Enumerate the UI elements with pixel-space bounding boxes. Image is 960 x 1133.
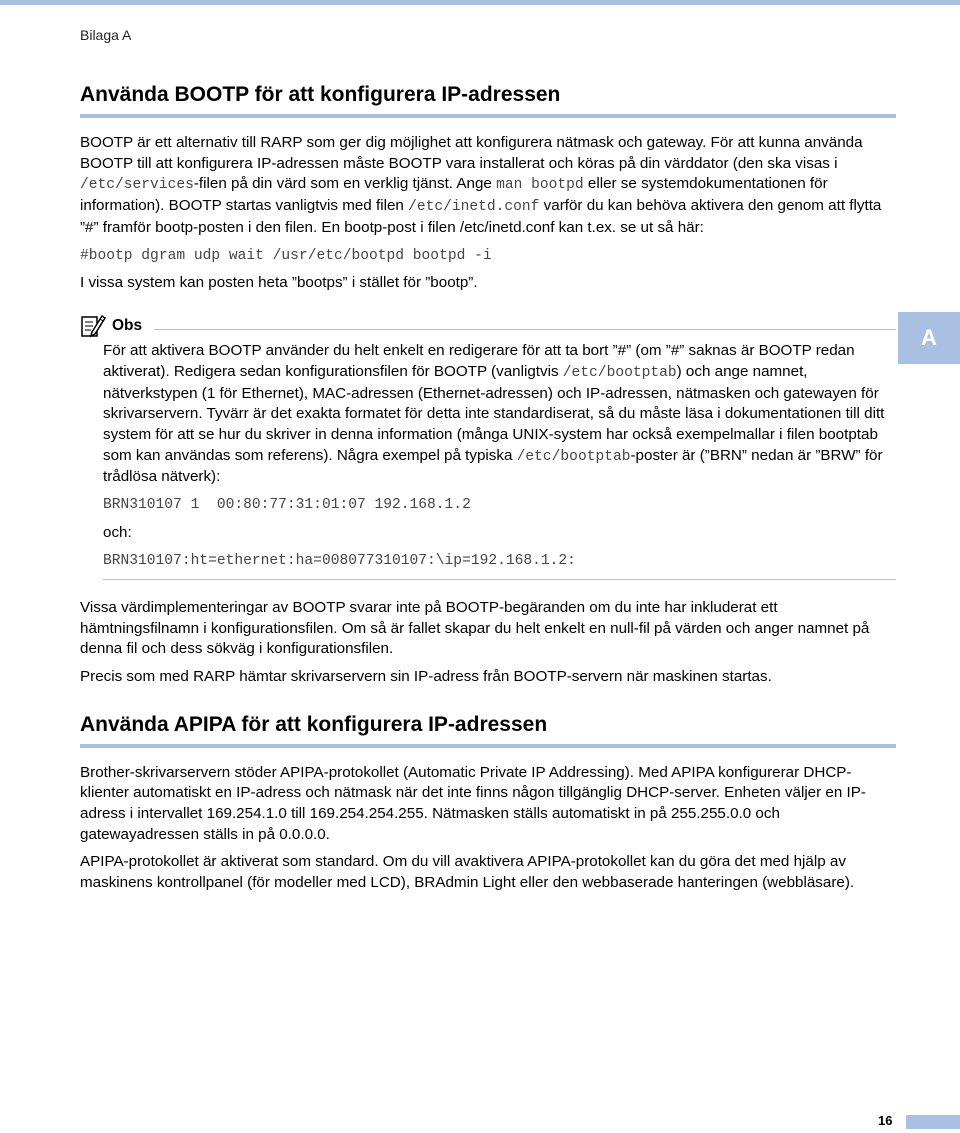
services-path: /etc/services — [80, 177, 194, 194]
section-title-bootp: Använda BOOTP för att konfigurera IP-adressen — [80, 83, 561, 106]
bootptab-example-2: BRN310107:ht=ethernet:ha=008077310107:\ip=192.168.1.2: — [103, 552, 576, 569]
host-implementations-paragraph: Vissa värdimplementeringar av BOOTP svarar inte på BOOTP-begäranden om du inte har inkluderat ett hämtningsfilnamn i konfigurationsfilen. Om så är fallet skapar du helt enkelt en null-fil på värden och anger namnet på denna fil och dess sökväg i konfigurationsfilen. — [80, 598, 870, 658]
page-number-bar — [906, 1115, 960, 1129]
text-run: eller se systemdokumentationen för information). BOOTP startas vanligtvis med filen — [80, 175, 828, 215]
section-title-rule — [80, 744, 896, 748]
running-header: Bilaga A — [80, 27, 132, 43]
rarp-paragraph: Precis som med RARP hämtar skrivarservern sin IP-adress från BOOTP-servern när maskinen startas. — [80, 667, 772, 685]
top-accent-bar — [0, 0, 960, 5]
och-label: och: — [103, 524, 132, 542]
note-bottom-rule — [103, 579, 896, 580]
note-header — [80, 313, 896, 339]
section-title-apipa: Använda APIPA för att konfigurera IP-adressen — [80, 712, 548, 736]
appendix-side-tab: A — [898, 312, 960, 364]
note-body — [103, 341, 896, 571]
note-box — [80, 313, 896, 580]
note-title: Obs — [112, 317, 143, 335]
bootptab-example-1: BRN310107 1 00:80:77:31:01:07 192.168.1.2 — [103, 497, 471, 514]
apipa-default-paragraph: APIPA-protokollet är aktiverat som standard. Om du vill avaktivera APIPA-protokollet kan du göra det med hjälp av maskinens kontrollpanel (för modeller med LCD), BRAdmin Light eller den webbaserade hanteringen (webbläsare). — [80, 853, 855, 892]
note-paragraph — [103, 341, 896, 488]
inetd-path: /etc/inetd.conf — [408, 199, 540, 216]
man-command: man bootpd — [496, 177, 584, 194]
text-run: ) och ange namnet, nätverkstypen (1 för Ethernet), MAC-adressen (Ethernet-adressen) och IP-adressen, nätmasken och gatewayen för skrivarservern. Tyvärr är det exakta formatet för detta inte standardiserat, så du måste läsa i dokumentationen till ditt system för att se hur du skriver in denna information (många UNIX-system har också exempelmallar i filen bootptab som kan användas som referens). Några exempel på typiska — [103, 362, 885, 464]
bootps-paragraph: I vissa system kan posten heta ”bootps” i stället för ”bootp”. — [80, 273, 478, 291]
bootptab-path: /etc/bootptab — [562, 364, 677, 381]
text-run: -poster är (”BRN” nedan är ”BRW” för trådlösa nätverk): — [103, 446, 883, 486]
page-number: 16 — [878, 1113, 893, 1128]
text-run: varför du kan behöva aktivera den genom att flytta ”#” framför bootp-posten i den filen. En bootp-post i filen /etc/inetd.conf kan t.ex. se ut så här: — [80, 197, 882, 236]
apipa-section — [80, 712, 896, 894]
apipa-intro-paragraph: Brother-skrivarservern stöder APIPA-protokollet (Automatic Private IP Addressing). Med APIPA konfigurerar DHCP-klienter automatiskt en IP-adress och nätmask när det inte finns någon tillgänglig DHCP-server. Enheten väljer en IP-adress i intervallet 169.254.1.0 till 169.254.254.255. Nätmasken ställs automatiskt in på 255.255.0.0 och gatewayadressen ställs in på 0.0.0.0. — [80, 763, 866, 843]
text-run: -filen på din värd som en verklig tjänst. Ange — [193, 175, 497, 193]
bootp-intro-paragraph — [80, 133, 896, 239]
note-header-rule — [154, 329, 896, 330]
text-run: BOOTP är ett alternativ till RARP som ger dig möjlighet att konfigurera nätmask och gateway. För att kunna använda BOOTP till att konfigurera IP-adressen måste BOOTP vara installerat och köras på din värddator (den ska visas i — [80, 134, 863, 172]
text-run: För att aktivera BOOTP använder du helt enkelt en redigerare för att ta bort ”#” (om ”#” saknas är BOOTP redan aktiverat). Redigera sedan konfigurationsfilen för BOOTP (vanligtvis — [103, 342, 855, 380]
section-title-rule — [80, 114, 896, 118]
bootptab-path: /etc/bootptab — [516, 448, 631, 465]
bootp-code-line: #bootp dgram udp wait /usr/etc/bootpd bootpd -i — [80, 247, 492, 264]
page-content — [80, 82, 896, 901]
note-pencil-icon — [80, 313, 106, 339]
